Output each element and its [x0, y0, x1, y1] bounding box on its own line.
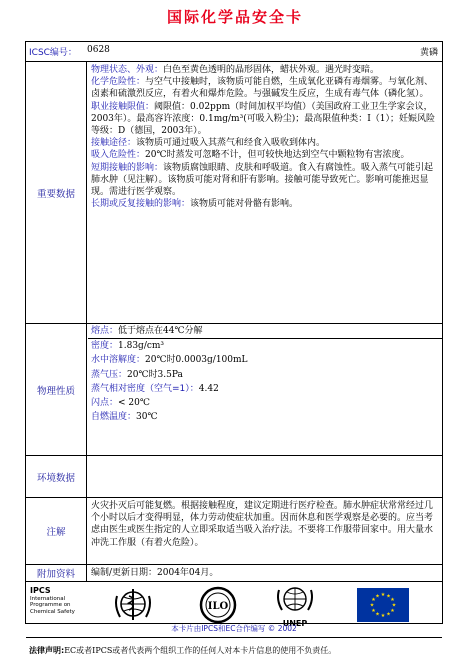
notes-section	[26, 498, 442, 565]
physical-label: 物理性质	[26, 324, 87, 455]
hazard-item: 接触途径：该物质可通过吸入其蒸气和经食入吸收到体内。	[91, 138, 326, 149]
hazard-item: 化学危险性：与空气中接触时，该物质可能自燃，生成氧化亚磷有毒烟雾。与氧化剂、卤素和硫激烈反应，有着火和爆炸危险。与强碱发生反应，生成有毒气体（磷化氢）。	[91, 77, 434, 100]
unep-label: UNEP	[282, 619, 308, 628]
hazard-label: 重要数据	[26, 62, 87, 323]
svg-text:★: ★	[391, 602, 397, 609]
unep-emblem-icon	[273, 584, 317, 620]
svg-text:★: ★	[390, 597, 395, 603]
svg-text:★: ★	[390, 608, 395, 614]
physical-content	[88, 324, 442, 455]
hazard-item: 短期接触的影响：该物质腐蚀眼睛、皮肤和呼吸道。食入有腐蚀性。吸入蒸气可能引起肺水肿（见注解）。该物质可能对肾和肝有影响。接触可能导致死亡。影响可能推迟显现。需进行医学观察。	[91, 162, 434, 198]
legal-notice	[26, 638, 442, 663]
hazard-item: 长期或反复接触的影响：该物质可能对骨骼有影响。	[91, 199, 299, 210]
logos-section	[26, 582, 442, 638]
physical-item: 熔点：低于熔点在44℃分解	[91, 326, 203, 336]
svg-text:★: ★	[375, 593, 380, 600]
additional-label: 附加资料	[26, 565, 87, 581]
hazard-section	[26, 62, 442, 324]
who-emblem-icon	[112, 586, 154, 624]
legal-text: EC或者IPCS或者代表两个组织工作的任何人对本卡片信息的使用不负责任。	[64, 646, 337, 655]
svg-text:★: ★	[369, 602, 375, 609]
svg-text:★: ★	[371, 608, 376, 614]
svg-text:★: ★	[371, 597, 376, 603]
icsc-header-row	[26, 42, 442, 62]
env-content	[88, 456, 442, 497]
hazard-item: 吸入危险性：20℃时蒸发可忽略不计，但可较快地达到空气中颗粒物有害浓度。	[91, 150, 410, 161]
svg-text:★: ★	[380, 592, 386, 598]
hazard-item: 职业接触限值：阈限值：0.02ppm（时间加权平均值）（美国政府工业卫生学家会议，2003年）。最高容许浓度：0.1mg/m³(可吸入粉尘)；最高限值种类：I（1）；妊娠风险等级：D（德国，2003年）。	[91, 101, 435, 137]
chemical-name: 黄磷	[419, 48, 438, 58]
hazard-content	[88, 62, 442, 323]
env-label: 环境数据	[26, 456, 87, 497]
notes-content: 火灾扑灭后可能复燃。根据接触程度，建议定期进行医疗检查。肺水肿症状常常经过几个小时以后才变得明显，体力劳动使症状加重。因而休息和医学观察是必要的。应当考虑由医生或医生指定的人立即采取适当吸入治疗法。不要将工作服带回家中。用大量水冲洗工作服（有着火危险）。	[91, 501, 434, 548]
ipcs-logo-text: IPCS International Programme on Chemical Safety	[30, 586, 75, 615]
svg-text:★: ★	[386, 611, 391, 618]
svg-text:ILO: ILO	[207, 601, 229, 612]
svg-text:★: ★	[380, 613, 386, 619]
physical-section	[26, 324, 442, 456]
physical-item: 蒸气压：20℃时3.5Pa	[91, 369, 183, 380]
card-title: 国际化学品安全卡	[166, 8, 303, 26]
notes-label: 注解	[26, 498, 87, 564]
physical-item: 闪点：< 20℃	[91, 398, 150, 409]
icsc-label: ICSC编号：	[29, 48, 77, 58]
icsc-number: 0628	[87, 45, 110, 55]
physical-item: 自燃温度：30℃	[91, 412, 158, 423]
legal-section	[26, 638, 442, 663]
legal-label: 法律声明:	[29, 646, 65, 655]
physical-item: 水中溶解度：20℃时0.0003g/100mL	[91, 355, 248, 366]
additional-section	[26, 565, 442, 582]
eu-flag-icon	[357, 588, 409, 622]
physical-item: 密度：1.83g/cm³	[88, 338, 442, 353]
physical-item: 蒸气相对密度（空气=1）：4.42	[91, 383, 219, 394]
ilo-emblem-icon	[196, 585, 240, 625]
env-section	[26, 456, 442, 498]
safety-card	[25, 41, 443, 655]
hazard-item: 物理状态、外观：白色至黄色透明的晶形固体，蜡状外观。遇光时变暗。	[91, 65, 380, 75]
svg-text:★: ★	[375, 611, 380, 618]
additional-content: 编制/更新日期：2004年04月。	[91, 568, 219, 578]
card-footer-note: 本卡片由IPCS和EC合作编写 © 2002	[171, 624, 297, 633]
svg-text:★: ★	[386, 593, 391, 600]
